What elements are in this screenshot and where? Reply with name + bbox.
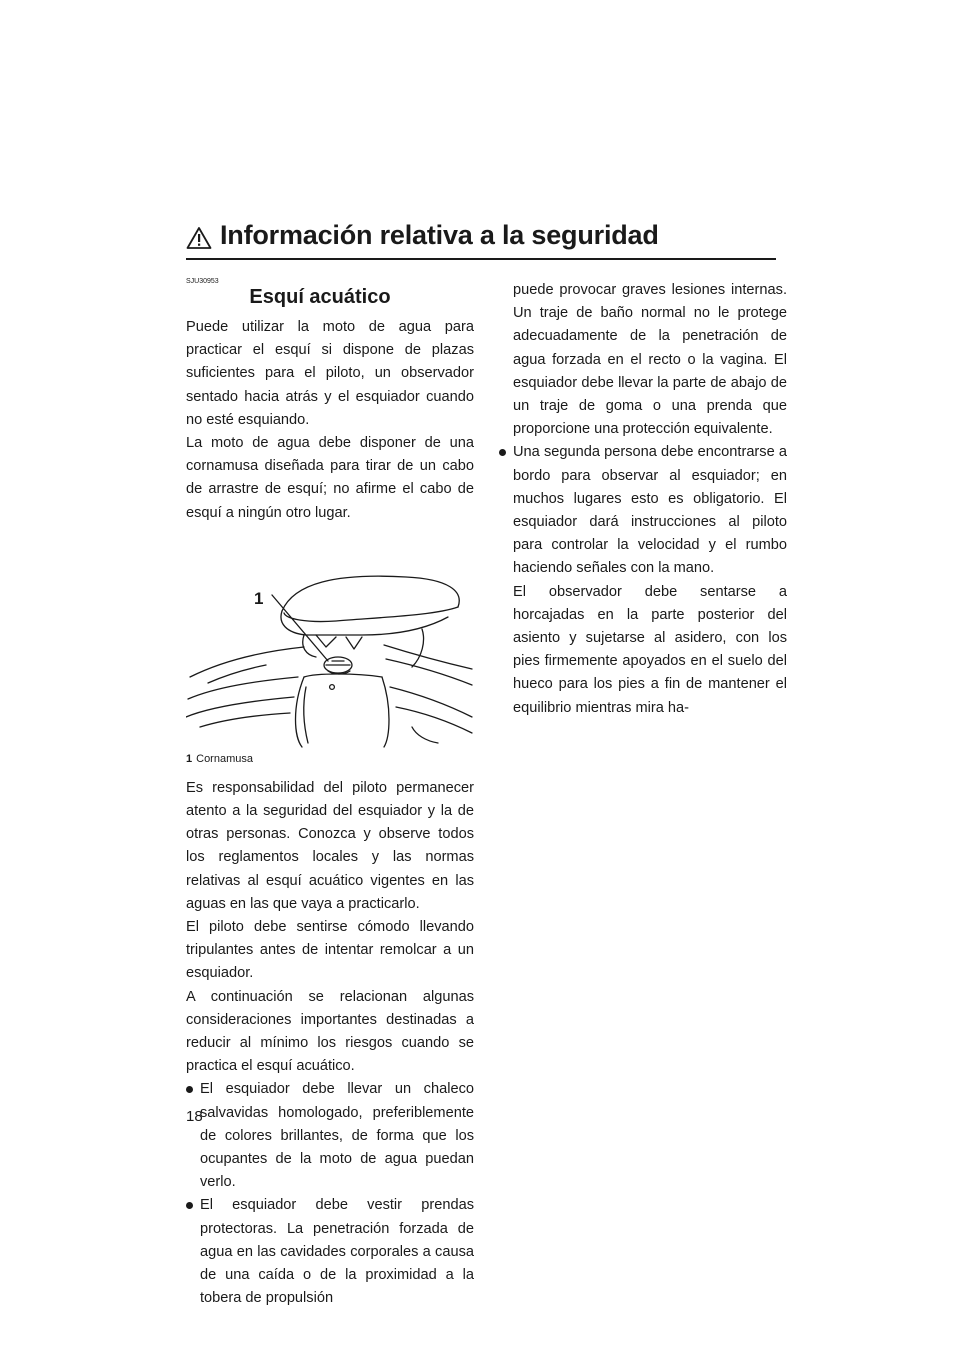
paragraph: La moto de agua debe disponer de una cornamusa diseñada para tirar de un cabo de arrastre de esquí; no afirme el cabo de esquí a ningún otro lugar.: [186, 435, 474, 521]
paragraph: Es responsabilidad del piloto permanecer atento a la seguridad del esquiador y la de otras personas. Conozca y observe todos los reglamentos locales y las normas relativas al esquí acuático vigentes en las aguas en las que vaya a practicarlo.: [186, 779, 474, 912]
caption-number: 1: [186, 752, 193, 765]
paragraph: A continuación se relacionan algunas consideraciones importantes destinadas a reducir al mínimo los riesgos cuando se practica el esquí acuático.: [186, 988, 474, 1075]
warning-triangle-icon: [186, 226, 212, 250]
bullet-text: Una segunda persona debe encontrarse a bordo para observar al esquiador; en muchos lugares esto es obligatorio. El esquiador dará instrucciones al piloto para controlar la velocidad y el rumbo haciendo señales con la mano.: [513, 444, 787, 577]
bullet-item: [186, 1078, 474, 1194]
caption-text: Cornamusa: [196, 752, 253, 765]
watercraft-stern-illustration: [186, 537, 474, 749]
bullet-text: El esquiador debe llevar un chaleco salvavidas homologado, preferiblemente de colores brillantes, de forma que los ocupantes de la moto de agua puedan verlo.: [200, 1081, 474, 1191]
right-column: [499, 279, 787, 720]
section-code: SJU30953: [186, 278, 219, 285]
bullet-item: [499, 441, 787, 580]
bullet-dot-icon: [186, 1202, 193, 1209]
section-title: Esquí acuático: [249, 286, 391, 308]
figure-callout-number: 1: [254, 588, 264, 608]
page-number: 18: [186, 1108, 203, 1125]
paragraph: El piloto debe sentirse cómodo llevando tripulantes antes de intentar remolcar a un esquiador.: [186, 919, 474, 982]
bullet-dot-icon: [186, 1086, 193, 1093]
bullet-item: [186, 1194, 474, 1310]
page-title: Información relativa a la seguridad: [220, 220, 659, 250]
bullet-text: El esquiador debe vestir prendas protectoras. La penetración forzada de agua en las cavidades corporales a causa de una caída o de la proximidad a la tobera de propulsión: [200, 1197, 474, 1307]
bullet-paragraph: El observador debe sentarse a horcajadas en la parte posterior del asiento y sujetarse al asidero, con los pies firmemente apoyados en el suelo del hueco para los pies a fin de mantener el equilibrio mientras mira ha-: [513, 583, 787, 716]
left-column: [186, 278, 474, 1311]
page-header: [186, 222, 776, 260]
paragraph: Puede utilizar la moto de agua para practicar el esquí si dispone de plazas suficientes para el piloto, un observador sentado hacia atrás y el esquiador cuando no esté esquiando.: [186, 319, 474, 428]
bullet-continuation: puede provocar graves lesiones internas. Un traje de baño normal no le protege adecuadamente de la penetración de agua forzada en el recto o la vagina. El esquiador debe llevar la parte de abajo de un traje de goma o una prenda que proporcione una protección equivalente.: [513, 282, 787, 438]
figure-caption: [186, 751, 474, 767]
figure-cornamusa: [186, 537, 474, 749]
bullet-dot-icon: [499, 449, 506, 456]
